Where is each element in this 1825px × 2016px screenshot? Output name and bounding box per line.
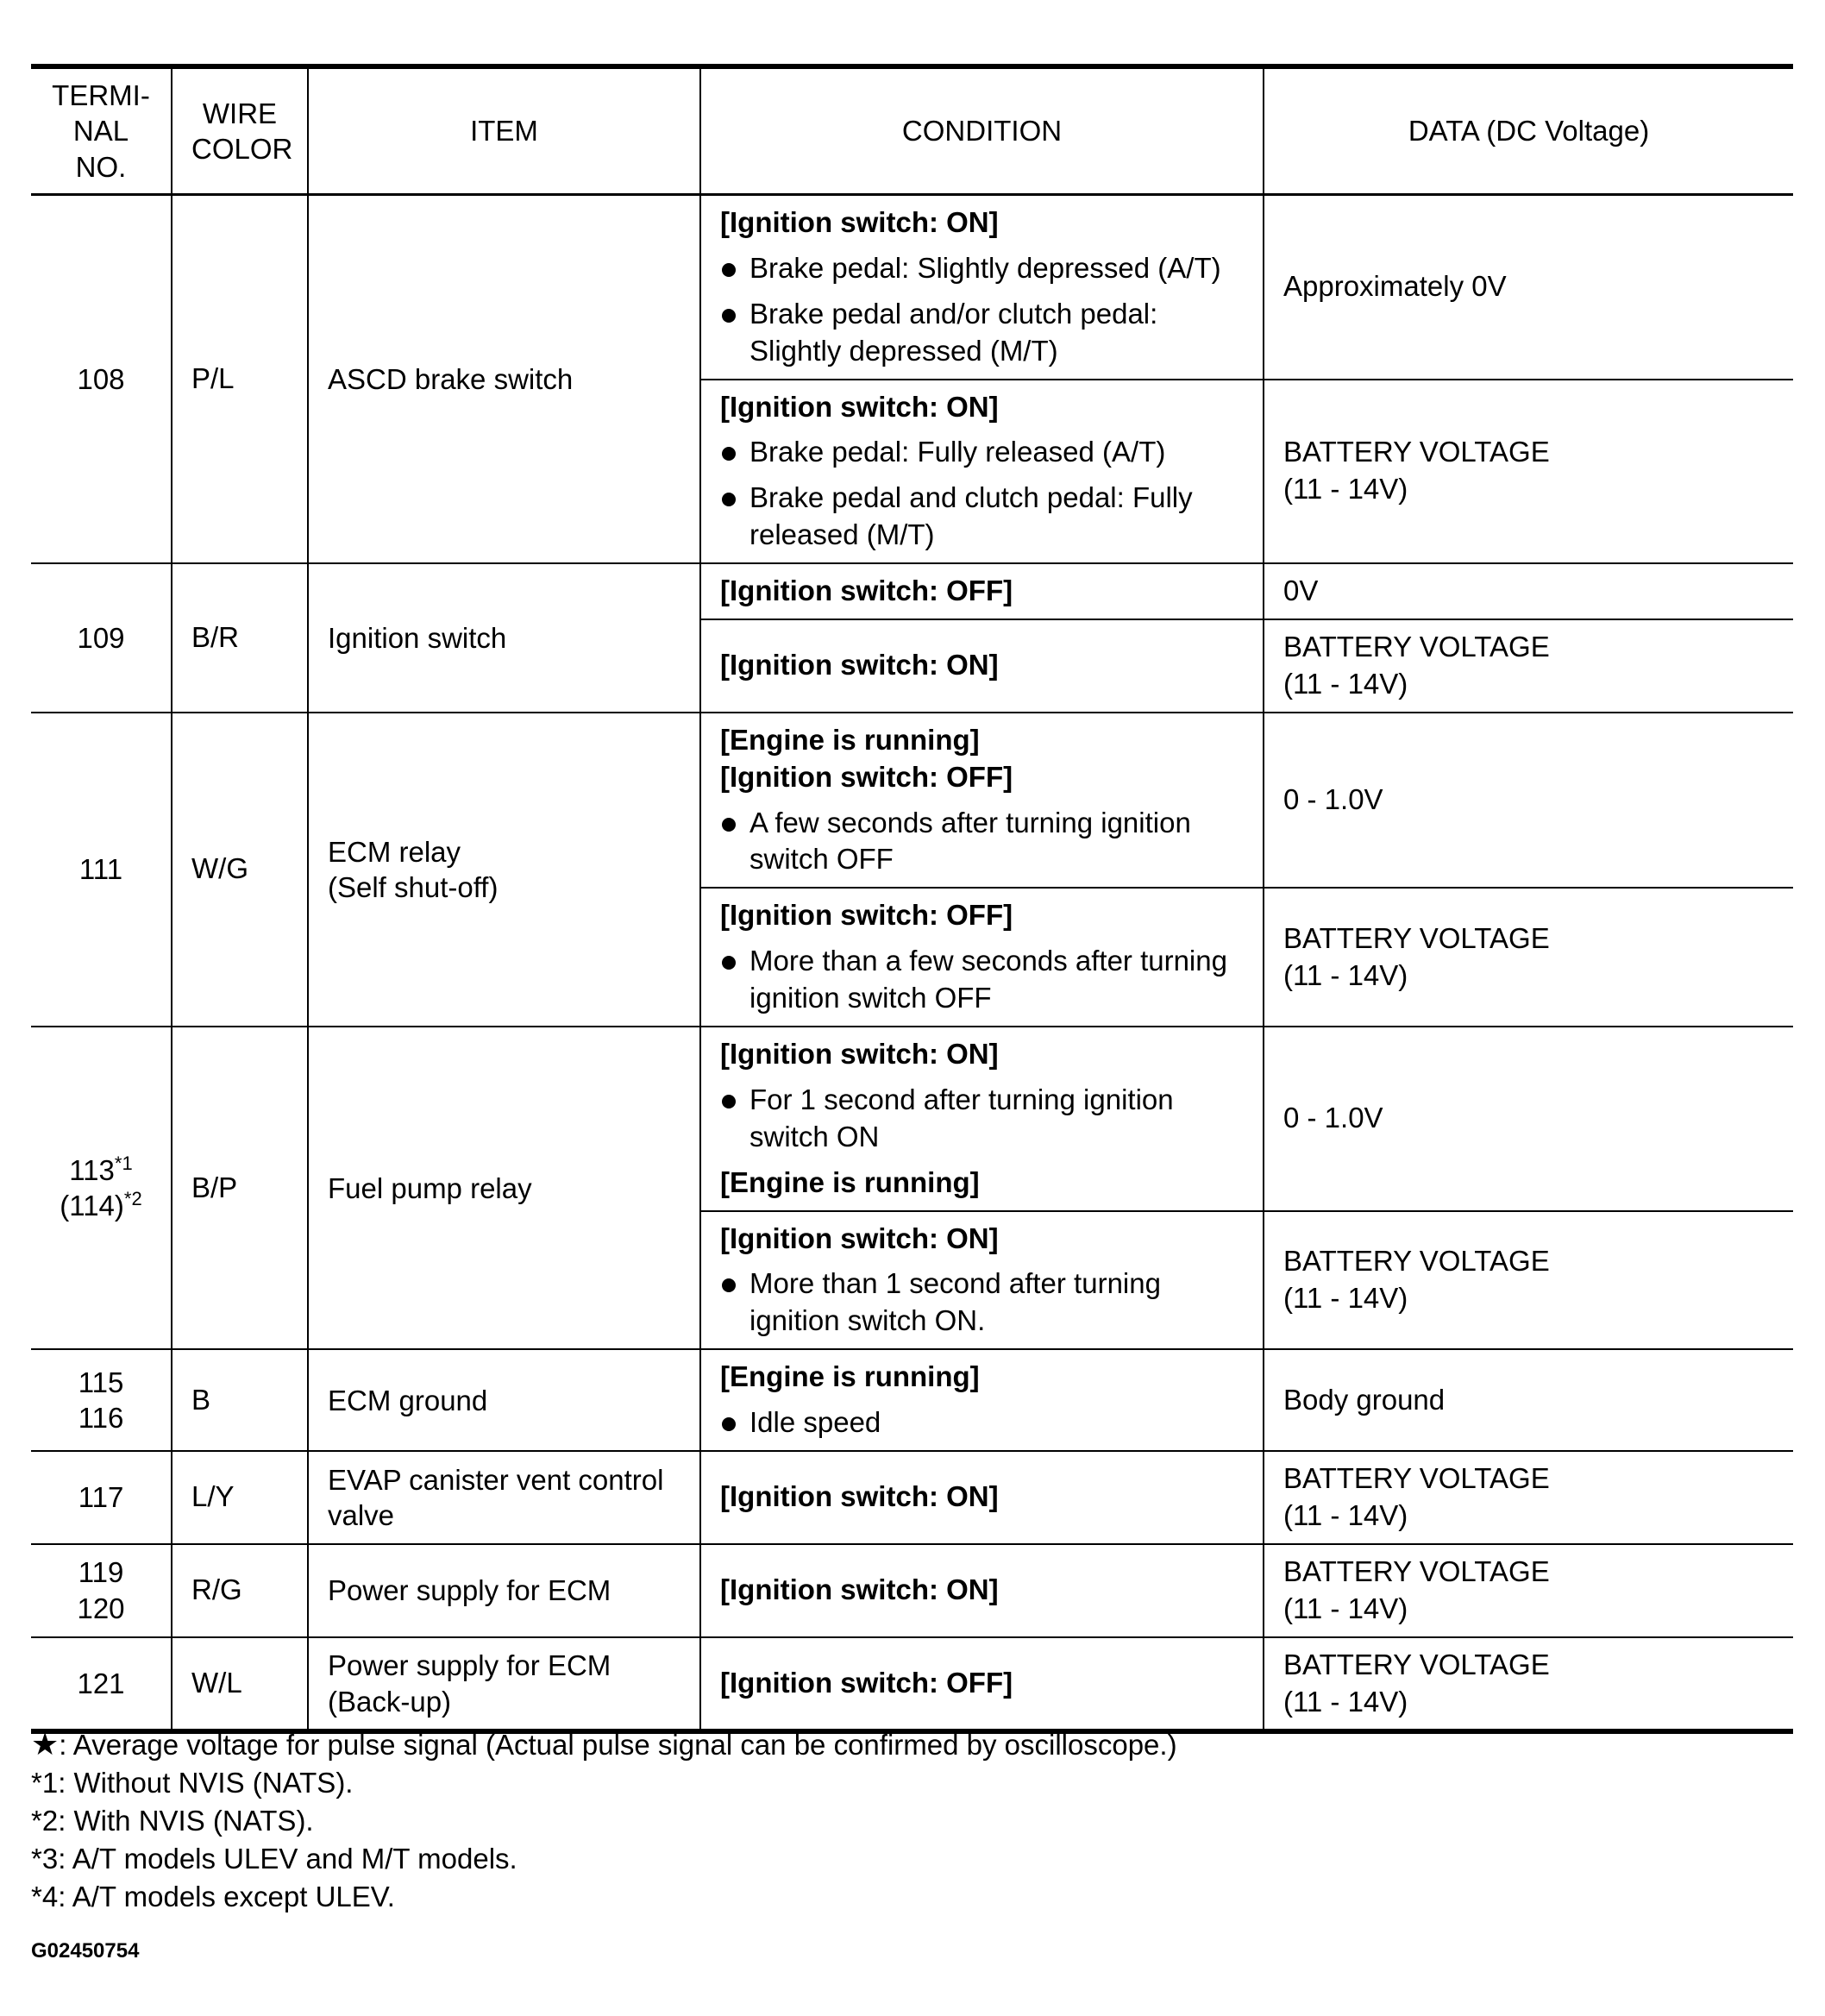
terminal-number: 113$^{*1}$ [69, 1152, 133, 1186]
condition-cell [700, 1451, 1264, 1544]
voltage-value: (11 - 14V) [1283, 1592, 1408, 1624]
terminal-number: 116 [78, 1402, 124, 1435]
condition-cell [700, 380, 1264, 564]
terminal-number: 108 [77, 362, 125, 395]
condition-heading: [Ignition switch: OFF] [720, 899, 1013, 932]
star-note: ★: Average voltage for pulse signal (Actual pulse signal can be confirmed by oscilloscope.) [31, 1726, 1177, 1762]
condition-bullet: Brake pedal: Fully released (A/T) [720, 434, 1244, 471]
header-data: DATA (DC Voltage) [1264, 66, 1793, 195]
wire-color-cell: B/P [172, 1027, 308, 1349]
voltage-value: Body ground [1283, 1383, 1446, 1416]
table-row [31, 1637, 1793, 1732]
item-cell [308, 1544, 700, 1637]
voltage-value: 0V [1283, 575, 1319, 607]
terminal-group [31, 1349, 1793, 1451]
terminal-group [31, 195, 1793, 564]
voltage-data-cell [1264, 1637, 1793, 1732]
header-wire-color: WIRE COLOR [172, 66, 308, 195]
voltage-value: Approximately 0V [1283, 270, 1507, 303]
terminal-no-cell [31, 195, 172, 564]
item-text: (Self shut-off) [328, 870, 499, 903]
voltage-value: BATTERY VOLTAGE [1283, 1462, 1550, 1495]
condition-bullet: More than 1 second after turning ignition switch ON. [720, 1265, 1244, 1340]
terminal-group [31, 1027, 1793, 1349]
terminal-number: 109 [77, 621, 125, 654]
voltage-value: BATTERY VOLTAGE [1283, 921, 1550, 954]
footnote: *4: A/T models except ULEV. [31, 1881, 395, 1912]
voltage-value: 0 - 1.0V [1283, 1102, 1383, 1134]
terminal-no-cell [31, 1027, 172, 1349]
condition-bullet: For 1 second after turning ignition switch ON [720, 1082, 1244, 1156]
table-notes [31, 1725, 1177, 1916]
terminal-number: 120 [77, 1592, 125, 1624]
item-text: ECM relay [328, 835, 461, 868]
item-text: Power supply for ECM [328, 1649, 611, 1682]
terminal-no-cell [31, 1544, 172, 1637]
terminal-group [31, 713, 1793, 1027]
condition-heading: [Ignition switch: ON] [720, 206, 999, 238]
voltage-value: BATTERY VOLTAGE [1283, 436, 1550, 468]
voltage-value: (11 - 14V) [1283, 1498, 1408, 1531]
table-row [31, 1349, 1793, 1451]
terminal-group [31, 1544, 1793, 1637]
voltage-value: BATTERY VOLTAGE [1283, 1648, 1550, 1680]
voltage-data-cell [1264, 380, 1793, 564]
wire-color-cell: R/G [172, 1544, 308, 1637]
condition-cell [700, 619, 1264, 713]
condition-heading: [Ignition switch: ON] [720, 390, 999, 423]
item-text: (Back-up) [328, 1685, 452, 1718]
condition-heading: [Ignition switch: OFF] [720, 575, 1013, 607]
wire-color-cell: P/L [172, 195, 308, 564]
terminal-number: 111 [78, 853, 123, 886]
condition-heading: [Ignition switch: ON] [720, 1038, 999, 1071]
header-row [31, 66, 1793, 195]
condition-heading: [Ignition switch: OFF] [720, 760, 1013, 793]
footnote: *1: Without NVIS (NATS). [31, 1767, 354, 1799]
condition-bullet: Idle speed [720, 1404, 1244, 1441]
condition-heading: [Engine is running] [720, 723, 980, 756]
table-row [31, 1451, 1793, 1544]
figure-code: G02450754 [31, 1939, 140, 1963]
condition-bullet: A few seconds after turning ignition switch OFF [720, 805, 1244, 879]
table-row [31, 563, 1793, 619]
table-row [31, 1027, 1793, 1211]
item-text: ECM ground [328, 1384, 488, 1416]
footnote-marker: *2 [123, 1188, 142, 1210]
terminal-number: 119 [78, 1556, 124, 1589]
condition-heading: [Ignition switch: ON] [720, 1573, 999, 1606]
voltage-data-cell [1264, 1544, 1793, 1637]
wire-color-cell: B/R [172, 563, 308, 713]
voltage-data-cell [1264, 1451, 1793, 1544]
terminal-no-cell [31, 1637, 172, 1732]
item-cell [308, 195, 700, 564]
terminal-no-cell [31, 713, 172, 1027]
header-condition: CONDITION [700, 66, 1264, 195]
wire-color-cell: W/L [172, 1637, 308, 1732]
footnote: *3: A/T models ULEV and M/T models. [31, 1843, 517, 1875]
voltage-data-cell [1264, 713, 1793, 889]
table-row [31, 713, 1793, 889]
condition-cell [700, 1637, 1264, 1732]
terminal-no-cell [31, 563, 172, 713]
condition-heading: [Ignition switch: ON] [720, 649, 999, 681]
wire-color-cell: B [172, 1349, 308, 1451]
condition-bullet: Brake pedal: Slightly depressed (A/T) [720, 250, 1244, 287]
voltage-data-cell [1264, 888, 1793, 1027]
condition-cell [700, 1349, 1264, 1451]
item-cell [308, 1451, 700, 1544]
voltage-value: (11 - 14V) [1283, 1685, 1408, 1718]
item-cell [308, 563, 700, 713]
voltage-value: (11 - 14V) [1283, 667, 1408, 700]
item-text: Ignition switch [328, 621, 507, 654]
terminal-group [31, 563, 1793, 713]
condition-cell [700, 1544, 1264, 1637]
item-text: Fuel pump relay [328, 1171, 532, 1204]
terminal-number: 121 [77, 1667, 125, 1699]
header-terminal-no: TERMI- NAL NO. [31, 66, 172, 195]
wire-color-cell: L/Y [172, 1451, 308, 1544]
item-text: EVAP canister vent control valve [328, 1463, 664, 1531]
terminal-group [31, 1451, 1793, 1544]
item-cell [308, 713, 700, 1027]
voltage-value: BATTERY VOLTAGE [1283, 631, 1550, 663]
condition-bullet: Brake pedal and clutch pedal: Fully released (M/T) [720, 480, 1244, 554]
terminal-number: 117 [78, 1481, 124, 1514]
condition-heading: [Ignition switch: ON] [720, 1222, 999, 1254]
condition-cell [700, 888, 1264, 1027]
voltage-data-cell [1264, 619, 1793, 713]
terminal-number: $(114)^{*2}$ [60, 1188, 142, 1222]
voltage-data-cell [1264, 1349, 1793, 1451]
item-text: Power supply for ECM [328, 1574, 611, 1607]
voltage-value: BATTERY VOLTAGE [1283, 1245, 1550, 1278]
voltage-value: 0 - 1.0V [1283, 783, 1383, 816]
voltage-data-cell [1264, 1027, 1793, 1211]
item-cell [308, 1027, 700, 1349]
condition-bullet: More than a few seconds after turning ignition switch OFF [720, 943, 1244, 1017]
condition-heading: [Ignition switch: OFF] [720, 1667, 1013, 1699]
condition-heading: [Ignition switch: ON] [720, 1480, 999, 1513]
voltage-data-cell [1264, 195, 1793, 380]
condition-heading: [Engine is running] [720, 1360, 980, 1393]
terminal-number: 115 [78, 1366, 124, 1398]
voltage-data-cell [1264, 563, 1793, 619]
terminal-group [31, 1637, 1793, 1732]
condition-cell [700, 713, 1264, 889]
condition-cell [700, 563, 1264, 619]
condition-cell [700, 1027, 1264, 1211]
condition-heading: [Engine is running] [720, 1165, 980, 1198]
wire-color-cell: W/G [172, 713, 308, 1027]
condition-cell [700, 195, 1264, 380]
terminal-no-cell [31, 1451, 172, 1544]
item-text: ASCD brake switch [328, 362, 574, 395]
footnote-marker: *1 [114, 1152, 133, 1174]
voltage-value: (11 - 14V) [1283, 473, 1408, 506]
star-icon: ★ [31, 1726, 60, 1762]
footnote: *2: With NVIS (NATS). [31, 1805, 314, 1837]
condition-cell [700, 1211, 1264, 1350]
voltage-value: BATTERY VOLTAGE [1283, 1554, 1550, 1587]
item-cell [308, 1637, 700, 1732]
ecm-terminal-table [31, 64, 1793, 1734]
voltage-value: (11 - 14V) [1283, 958, 1408, 991]
table-row [31, 195, 1793, 380]
header-item: ITEM [308, 66, 700, 195]
voltage-data-cell [1264, 1211, 1793, 1350]
table-row [31, 1544, 1793, 1637]
item-cell [308, 1349, 700, 1451]
condition-bullet: Brake pedal and/or clutch pedal: Slightly depressed (M/T) [720, 296, 1244, 370]
voltage-value: (11 - 14V) [1283, 1281, 1408, 1314]
terminal-no-cell [31, 1349, 172, 1451]
